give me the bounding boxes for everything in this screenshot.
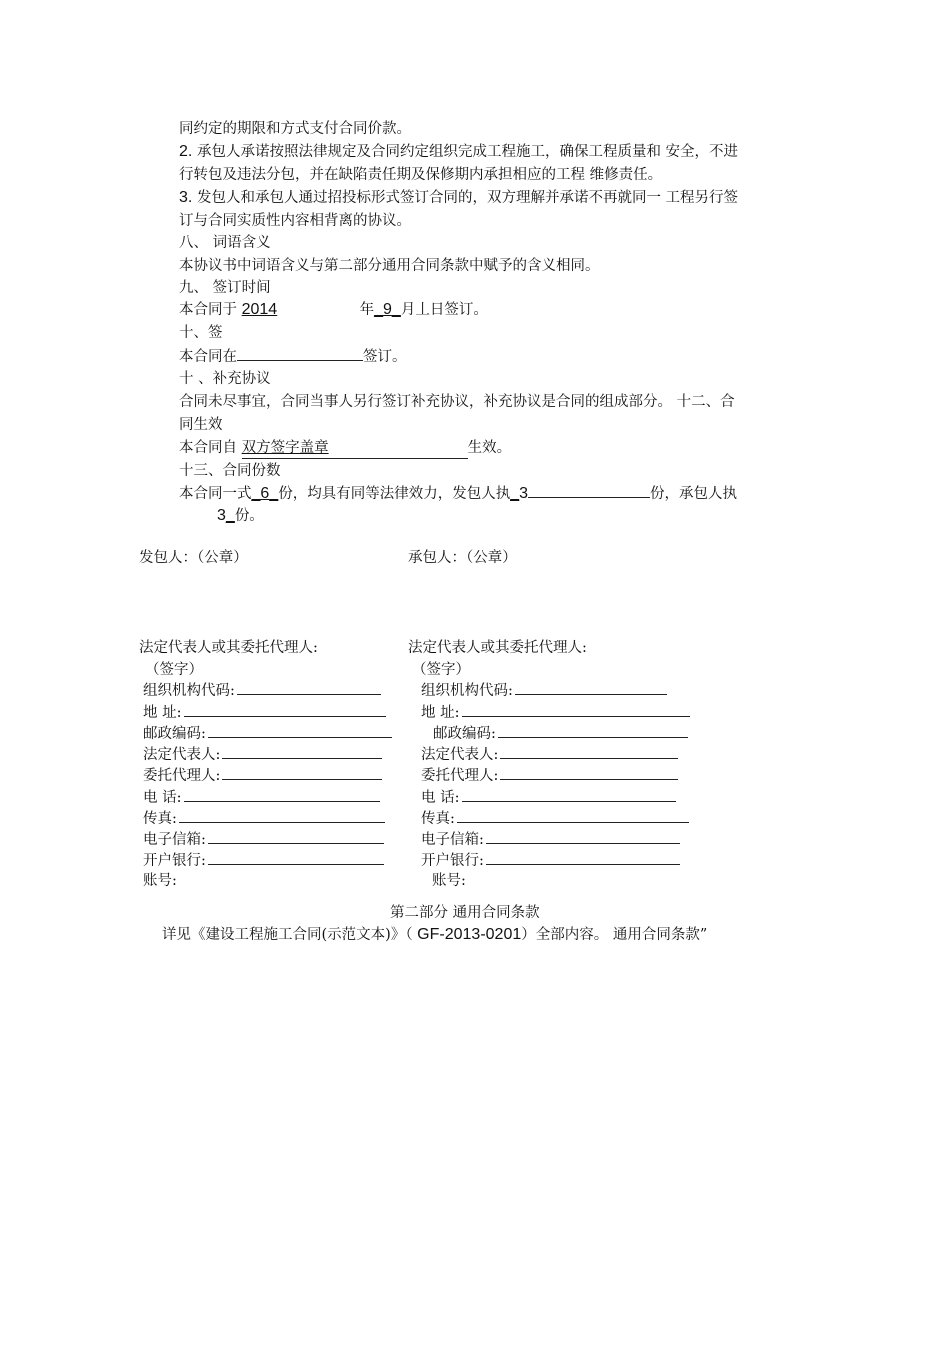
employer-phone: 电 话:	[143, 787, 380, 808]
employer-postcode: 邮政编码:	[143, 723, 392, 744]
contractor-email: 电子信箱:	[421, 829, 680, 850]
body-line: 本协议书中词语含义与第二部分通用合同条款中赋予的含义相同。	[179, 258, 600, 274]
blank-line[interactable]	[500, 765, 678, 780]
employer-email: 电子信箱:	[143, 829, 384, 850]
blank-line[interactable]	[222, 765, 382, 780]
employer-legal-rep: 法定代表人:	[143, 744, 382, 765]
copies-contractor: 3	[217, 507, 226, 524]
body-line: 订与合同实质性内容相背离的协议。	[179, 213, 411, 229]
blank-line[interactable]	[208, 829, 384, 844]
body-line: 同生效	[179, 417, 223, 433]
employer-fax: 传真:	[143, 808, 385, 829]
blank-line[interactable]	[462, 787, 676, 802]
clause-number: 3.	[179, 189, 193, 206]
employer-seal: 发包人：（公章）	[139, 550, 248, 566]
text: 详见《建设工程施工合同(示范文本)》（	[162, 927, 418, 943]
employer-account: 账号:	[143, 873, 177, 889]
body-line: 同约定的期限和方式支付合同价款。	[179, 121, 411, 137]
section-title: 九、 签订时间	[179, 280, 271, 296]
contractor-address: 地 址:	[421, 702, 690, 723]
section-title: 十 、补充协议	[179, 371, 271, 387]
contractor-sign-label: （签字）	[412, 662, 470, 678]
body-line	[179, 142, 738, 162]
blank-line[interactable]	[208, 850, 384, 865]
text: 签订。	[363, 349, 407, 365]
blank-line[interactable]	[237, 680, 381, 695]
part2-text	[162, 925, 707, 945]
blank-line[interactable]	[222, 744, 382, 759]
clause-text: 承包人承诺按照法律规定及合同约定组织完成工程施工，确保工程质量和 安全，不进	[192, 144, 739, 160]
blank-line[interactable]	[184, 787, 380, 802]
copies-employer: _3	[510, 485, 529, 502]
section-title: 十、签	[179, 325, 223, 341]
blank-line[interactable]	[462, 702, 690, 717]
copies-employer-blank	[528, 483, 650, 498]
text: 份，均具有同等法律效力，发包人执	[278, 486, 511, 502]
text: 年	[359, 302, 375, 318]
copies-line	[179, 483, 737, 504]
blank-line[interactable]	[498, 723, 688, 738]
blank-line[interactable]	[184, 702, 386, 717]
contractor-legal-rep: 法定代表人:	[421, 744, 678, 765]
contractor-fax: 传真:	[421, 808, 689, 829]
signing-year: 2014	[241, 301, 278, 318]
text: 本合同在	[179, 349, 237, 365]
contractor-account: 账号:	[432, 873, 466, 889]
blank-line[interactable]	[179, 808, 385, 823]
text: 月丄日签订。	[400, 302, 488, 318]
standard-code: GF-2013-0201	[417, 926, 522, 943]
clause-text: 发包人和承包人通过招投标形式签订合同的，双方理解并承诺不再就同一 工程另行签	[192, 190, 739, 206]
employer-bank: 开户银行:	[143, 850, 384, 871]
copies-line-cont	[217, 506, 264, 526]
effective-condition-value: 双方签字盖章	[241, 440, 329, 456]
blank-line[interactable]	[457, 808, 689, 823]
effective-line	[179, 438, 511, 459]
section-title: 八、 词语含义	[179, 235, 271, 251]
body-line	[179, 188, 738, 208]
text: 本合同于	[179, 302, 242, 318]
contractor-bank: 开户银行:	[421, 850, 680, 871]
signing-place-line	[179, 346, 407, 367]
text: 份，承包人执	[650, 486, 738, 502]
copies-total: _6_	[251, 485, 279, 502]
contractor-agent: 委托代理人:	[421, 765, 678, 786]
text: ）全部内容。 通用合同条款”	[521, 927, 708, 943]
text: 本合同一式	[179, 486, 252, 502]
blank-line[interactable]	[500, 744, 678, 759]
contractor-rep-label: 法定代表人或其委托代理人:	[408, 640, 587, 656]
body-line: 合同未尽事宜，合同当事人另行签订补充协议，补充协议是合同的组成部分。 十二、合	[179, 394, 735, 410]
employer-agent: 委托代理人:	[143, 765, 382, 786]
contractor-seal: 承包人：（公章）	[408, 550, 517, 566]
blank-line[interactable]	[515, 680, 667, 695]
text: 生效。	[467, 440, 512, 456]
contractor-org-code: 组织机构代码:	[421, 680, 667, 701]
underscore: _	[225, 507, 235, 524]
section-title: 十三、合同份数	[179, 463, 281, 479]
effective-condition	[242, 438, 468, 459]
text: 本合同自	[179, 440, 242, 456]
part2-title: 第二部分 通用合同条款	[390, 905, 540, 921]
clause-number: 2.	[179, 143, 193, 160]
contractor-postcode: 邮政编码:	[433, 723, 688, 744]
signing-date-line	[179, 300, 488, 320]
text: 份。	[234, 508, 264, 524]
employer-address: 地 址:	[143, 702, 386, 723]
signing-month: _9_	[374, 301, 401, 318]
employer-rep-label: 法定代表人或其委托代理人:	[139, 640, 318, 656]
signing-month-value: 9	[383, 301, 392, 318]
employer-sign-label: （签字）	[145, 662, 203, 678]
body-line: 行转包及违法分包，并在缺陷责任期及保修期内承担相应的工程 维修责任。	[179, 167, 663, 183]
blank-line[interactable]	[486, 850, 680, 865]
contractor-phone: 电 话:	[421, 787, 676, 808]
signing-place-blank	[237, 346, 363, 361]
blank-line[interactable]	[208, 723, 392, 738]
employer-org-code: 组织机构代码:	[143, 680, 381, 701]
blank-line[interactable]	[486, 829, 680, 844]
